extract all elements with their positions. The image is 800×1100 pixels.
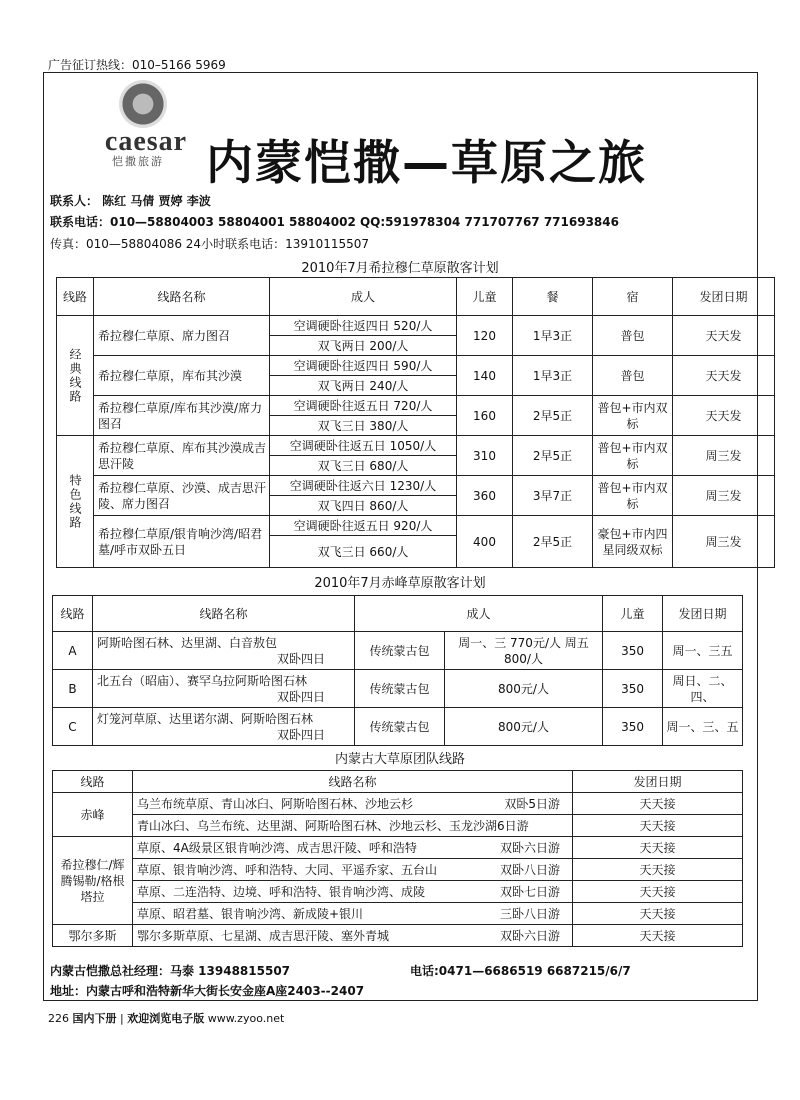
ad-hotline: 广告征订热线：010–5166 5969 [48, 58, 226, 72]
table-row: 草原、二连浩特、边境、呼和浩特、银肯响沙湾、成陵 双卧七日游 天天接 [53, 881, 743, 903]
page-number: 226 [48, 1012, 69, 1025]
page-url[interactable]: www.zyoo.net [207, 1012, 285, 1025]
footer-address: 地址：内蒙古呼和浩特新华大街长安金座A座2403--2407 [50, 984, 365, 998]
table-row: A 阿斯哈图石林、达里湖、白音敖包 双卧四日 传统蒙古包 周一、三 770元/人 周五 800/人 350 周一、三五 [53, 632, 743, 670]
table-row: 鄂尔多斯 鄂尔多斯草原、七星湖、成吉思汗陵、塞外青城 双卧六日游 天天接 [53, 925, 743, 947]
table-row: 特色线路 希拉穆仁草原、库布其沙漠成吉思汗陵 空调硬卧往返五日 1050/人 310 2早5正 普包+市内双标 周三发 [57, 436, 775, 456]
table-header [57, 278, 775, 316]
table-row: 赤峰 乌兰布统草原、青山冰臼、阿斯哈图石林、沙地云杉 双卧5日游 天天接 [53, 793, 743, 815]
contact-fax: 传真：010—58804086 24小时联系电话：13910115507 [50, 237, 370, 251]
table-row: 双飞两日 240/人 [57, 376, 775, 396]
caesar-logo [86, 80, 206, 170]
col-name: 线路名称 [94, 278, 270, 316]
table-row: 双飞四日 860/人 [57, 496, 775, 516]
team-table [52, 770, 743, 947]
table-row: 希拉穆仁草原/库布其沙漠/席力图召 空调硬卧往返五日 720/人 160 2早5正 普包+市内双标 天天发 [57, 396, 775, 416]
contact-people: 联系人： 陈红 马倩 贾婷 李波 [50, 194, 211, 208]
table-row: 希拉穆仁草原，库布其沙漠 空调硬卧往返四日 590/人 140 1早3正 普包 天天发 [57, 356, 775, 376]
table-row: B 北五台（昭庙）、赛罕乌拉阿斯哈图石林 双卧四日 传统蒙古包 800元/人 350 周日、二、四、 [53, 670, 743, 708]
table-row: 草原、银肯响沙湾、呼和浩特、大同、平遥乔家、五台山 双卧八日游 天天接 [53, 859, 743, 881]
group-label: 特色线路 [57, 436, 94, 568]
page-title: 内蒙恺撒—草原之旅 [206, 136, 647, 191]
xilamuren-title: 2010年7月希拉穆仁草原散客计划 [301, 261, 499, 276]
page-section: 国内下册 [72, 1012, 117, 1025]
table-row: 经典线路 希拉穆仁草原、席力图召 空调硬卧往返四日 520/人 120 1早3正 普包 天天发 [57, 316, 775, 336]
page-footer: 226 国内下册 | 欢迎浏览电子版 www.zyoo.net [48, 1012, 285, 1025]
table-row: C 灯笼河草原、达里诺尔湖、阿斯哈图石林 双卧四日 传统蒙古包 800元/人 350 周一、三、五 [53, 708, 743, 746]
page-slogan: 欢迎浏览电子版 [127, 1012, 205, 1025]
col-route: 线路 [57, 278, 94, 316]
footer-phone: 电话:0471—6686519 6687215/6/7 [410, 964, 631, 978]
logo-word: caesar [104, 126, 188, 157]
chifeng-title: 2010年7月赤峰草原散客计划 [314, 576, 486, 591]
col-meal: 餐 [513, 278, 593, 316]
footer-manager: 内蒙古恺撒总社经理：马泰 13948815507 电话:0471—6686519 6687215/6/7 [50, 964, 631, 978]
group-label: 经典线路 [57, 316, 94, 436]
team-title: 内蒙古大草原团队线路 [334, 752, 465, 767]
table-row: 双飞两日 200/人 [57, 336, 775, 356]
col-stay: 宿 [593, 278, 673, 316]
chifeng-table [52, 595, 743, 746]
globe-icon [119, 80, 167, 128]
logo-cn: 恺撒旅游 [112, 155, 164, 168]
table-row: 希拉穆仁草原/银肯响沙湾/昭君墓/呼市双卧五日 空调硬卧往返五日 920/人 400 2早5正 豪包+市内四星同级双标 周三发 [57, 516, 775, 536]
contact-phones: 联系电话：010—58804003 58804001 58804002 QQ:591978304 771707767 771693846 [50, 215, 619, 229]
table-row: 希拉穆仁/辉腾锡勒/格根塔拉 草原、4A级景区银肯响沙湾、成吉思汗陵、呼和浩特 双卧六日游 天天接 [53, 837, 743, 859]
table-row: 草原、昭君墓、银肯响沙湾、新成陵+银川 三卧八日游 天天接 [53, 903, 743, 925]
col-child: 儿童 [457, 278, 513, 316]
table-row: 双飞三日 380/人 [57, 416, 775, 436]
table-row: 青山冰臼、乌兰布统、达里湖、阿斯哈图石林、沙地云杉、玉龙沙湖6日游 天天接 [53, 815, 743, 837]
table-header: 线路 线路名称 发团日期 [53, 771, 743, 793]
table-header: 线路 线路名称 成人 儿童 发团日期 [53, 596, 743, 632]
xilamuren-table [56, 277, 775, 568]
col-adult: 成人 [270, 278, 457, 316]
table-row: 希拉穆仁草原、沙漠、成吉思汗陵、席力图召 空调硬卧往返六日 1230/人 360 3早7正 普包+市内双标 周三发 [57, 476, 775, 496]
table-row: 双飞三日 660/人 [57, 536, 775, 568]
table-row: 双飞三日 680/人 [57, 456, 775, 476]
col-date: 发团日期 [673, 278, 775, 316]
